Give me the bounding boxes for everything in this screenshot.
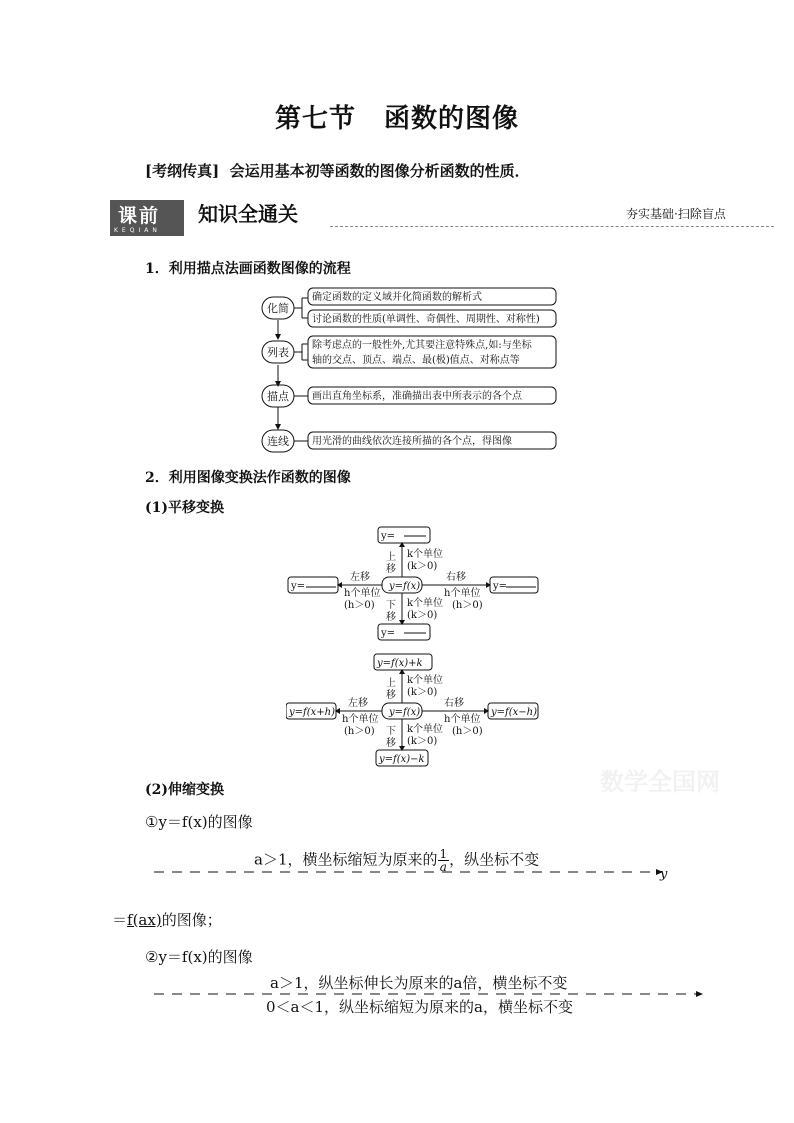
d2-center-label: y=f(x): [389, 707, 421, 718]
subheading-scaling: (2)伸缩变换: [145, 782, 224, 798]
d1-right-move: 右移: [446, 572, 466, 583]
d2-k-down-1: k个单位: [407, 724, 444, 735]
translation-diagram-filled: [286, 652, 542, 770]
d2-top-label: y=f(x)+k: [377, 658, 423, 669]
d1-center-label: y=f(x): [389, 581, 421, 592]
scaling-arrow-2-label-top: a＞1，纵坐标伸长为原来的a倍，横坐标不变: [270, 974, 568, 992]
plotting-flowchart: [258, 284, 560, 456]
scaling-result-1: ＝f(ax)的图像；: [112, 911, 222, 929]
d1-left-label: y=: [291, 581, 306, 592]
d2-left-move: 左移: [348, 698, 368, 709]
section-heading-1: 1．利用描点法画函数图像的流程: [145, 261, 351, 277]
scaling-arrow-1-label: [254, 848, 539, 873]
d2-up-2: 移: [386, 690, 396, 701]
d1-top-label: y=: [381, 531, 396, 542]
d1-h-left-1: h个单位: [344, 588, 381, 599]
banner-slogan: 夯实基础·扫除盲点: [626, 207, 726, 221]
d1-down-2: 移: [386, 612, 396, 623]
arrow1-end-label: y: [660, 867, 668, 882]
translation-diagram-blank: [286, 524, 542, 642]
banner-divider: [330, 226, 774, 227]
d1-k-up-2: (k＞0): [407, 561, 438, 572]
d2-h-right-2: (h＞0): [452, 726, 483, 737]
d1-h-right-2: (h＞0): [452, 600, 483, 611]
scaling-arrow-2-label-bottom: 0＜a＜1，纵坐标缩短为原来的a，横坐标不变: [266, 998, 573, 1016]
title-topic: 函数的图像: [384, 104, 520, 134]
flow-step-4-label: 连线: [267, 435, 289, 448]
d1-k-down-1: k个单位: [407, 598, 444, 609]
d1-right-label: y=: [493, 581, 508, 592]
syllabus-tag: [考纲传真]: [145, 162, 220, 180]
arrow1-text-post: ，纵坐标不变: [449, 850, 540, 869]
d1-up-2: 移: [386, 564, 396, 575]
d1-left-move: 左移: [350, 572, 370, 583]
section-heading-2: 2．利用图像变换法作函数的图像: [145, 470, 351, 486]
d2-h-right-1: h个单位: [444, 714, 481, 725]
d2-k-up-2: (k＞0): [407, 687, 438, 698]
scaling-result-function: f(ax): [127, 911, 162, 929]
d1-k-down-2: (k＞0): [407, 610, 438, 621]
syllabus-line: [145, 160, 530, 181]
d2-h-left-1: h个单位: [342, 714, 379, 725]
d2-k-up-1: k个单位: [407, 675, 444, 686]
flow-step-2-box-line-2: 轴的交点、顶点、端点、最(极)值点、对称点等: [312, 355, 520, 366]
d2-down-1: 下: [386, 726, 396, 737]
flow-step-1-box-2: 讨论函数的性质(单调性、奇偶性、周期性、对称性): [312, 314, 540, 325]
syllabus-text: 会运用基本初等函数的图像分析函数的性质．: [229, 162, 530, 180]
flow-step-1-label: 化简: [267, 302, 289, 315]
d2-down-2: 移: [386, 738, 396, 749]
banner-tag-label: 课前: [118, 205, 161, 227]
d1-down-1: 下: [386, 600, 396, 611]
arrow1-fraction: $\frac{1}{a}$: [439, 847, 448, 874]
d2-right-label: y=f(x−h): [491, 707, 537, 718]
flow-step-4-box: 用光滑的曲线依次连接所描的各个点，得图像: [312, 436, 512, 447]
page-title: [0, 98, 794, 135]
banner-title: 知识全通关: [198, 202, 298, 226]
flow-step-1-box-1: 确定函数的定义域并化简函数的解析式: [312, 292, 482, 303]
flow-step-2-box-line-1: 除考虑点的一般性外,尤其要注意特殊点,如:与坐标: [312, 340, 532, 351]
d2-h-left-2: (h＞0): [344, 726, 375, 737]
flow-step-3-box: 画出直角坐标系，准确描出表中所表示的各个点: [312, 391, 522, 402]
d1-bottom-label: y=: [381, 628, 396, 639]
d1-k-up-1: k个单位: [407, 549, 444, 560]
d2-right-move: 右移: [444, 698, 464, 709]
d1-h-right-1: h个单位: [444, 588, 481, 599]
arrow1-text-pre: a＞1，横坐标缩短为原来的: [254, 850, 438, 869]
d2-k-down-2: (k＞0): [407, 736, 438, 747]
title-section-number: 第七节: [274, 104, 356, 134]
scaling-item-1: ①y＝f(x)的图像: [145, 813, 253, 831]
scaling-item-2: ②y＝f(x)的图像: [145, 948, 253, 966]
d2-bottom-label: y=f(x)−k: [379, 754, 425, 765]
banner-tag-sublabel: KEQIAN: [114, 227, 161, 234]
watermark: 数学全国网: [600, 768, 720, 796]
d2-left-label: y=f(x+h): [289, 707, 335, 718]
d1-h-left-2: (h＞0): [344, 600, 375, 611]
d2-up-1: 上: [386, 678, 396, 689]
d1-up-1: 上: [386, 552, 396, 563]
subheading-translation: (1)平移变换: [145, 500, 224, 516]
flow-step-2-label: 列表: [267, 346, 289, 359]
flow-step-3-label: 描点: [267, 390, 289, 403]
